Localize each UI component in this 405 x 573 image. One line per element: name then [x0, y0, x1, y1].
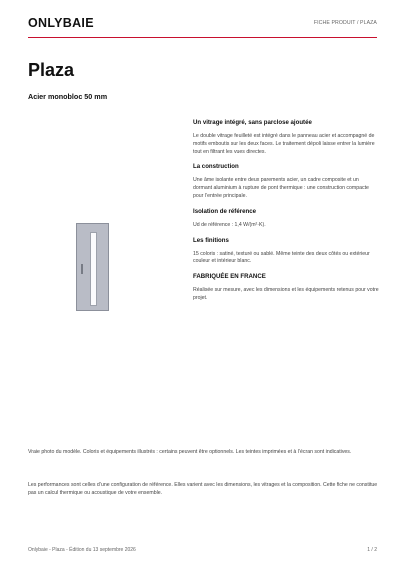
feature-construction: [193, 163, 379, 200]
feature-glazing: [193, 119, 379, 156]
door-handle: [81, 264, 83, 274]
feature-title: Les finitions: [193, 236, 229, 244]
door-illustration: [76, 223, 109, 311]
page-number: 1 / 2: [367, 547, 377, 553]
brand-logo: ONLYBAIE: [28, 16, 94, 30]
header-divider: [28, 37, 377, 38]
footer-edition: Onlybaie - Plaza - Édition du 13 septembre 2026: [28, 547, 136, 553]
performance-disclaimer: Les performances sont celles d’une configuration de référence. Elles varient avec les dimensions, les vitrages et la composition. Cette fiche ne constitue pas un calcul thermique ou acoustique de votre ensemble.: [28, 482, 378, 496]
feature-list: [193, 119, 379, 310]
page-title: Plaza: [28, 60, 75, 80]
feature-title: Isolation de référence: [193, 207, 256, 215]
feature-title: La construction: [193, 163, 239, 171]
breadcrumb: FICHE PRODUIT / PLAZA: [313, 20, 377, 26]
feature-title: Un vitrage intégré, sans parclose ajoutée: [193, 119, 312, 126]
page-subtitle: Acier monobloc 50 mm: [28, 92, 108, 101]
feature-text: Une âme isolante entre deux parements acier, un cadre composite et un dormant aluminium à rupture de pont thermique : une construction compacte pour l’entrée principale.: [193, 177, 369, 199]
feature-insulation: [193, 208, 379, 230]
feature-finishes: [193, 237, 379, 267]
photo-disclaimer: Vraie photo du modèle. Coloris et équipements illustrés : certains peuvent être optionnels. Les teintes imprimées et à l’écran sont indicatives.: [28, 449, 352, 455]
feature-text: Ud de référence : 1,4 W/(m²·K).: [193, 221, 266, 228]
feature-text: Réalisée sur mesure, avec les dimensions et les équipements retenus pour votre projet.: [193, 287, 379, 301]
door-glass-panel: [90, 232, 97, 306]
feature-text: Le double vitrage feuilleté est intégré dans le panneau acier et accompagné de motifs emboutis sur les deux faces. Le traitement dépoli laisse entrer la lumière tout en filtrant les vues directes.: [193, 133, 375, 155]
feature-made-in-france: [193, 273, 379, 303]
feature-title: FABRIQUÉE EN FRANCE: [193, 273, 266, 281]
feature-text: 15 coloris : satiné, texturé ou sablé. Même teinte des deux côtés ou extérieur couleur et intérieur blanc.: [193, 250, 370, 265]
